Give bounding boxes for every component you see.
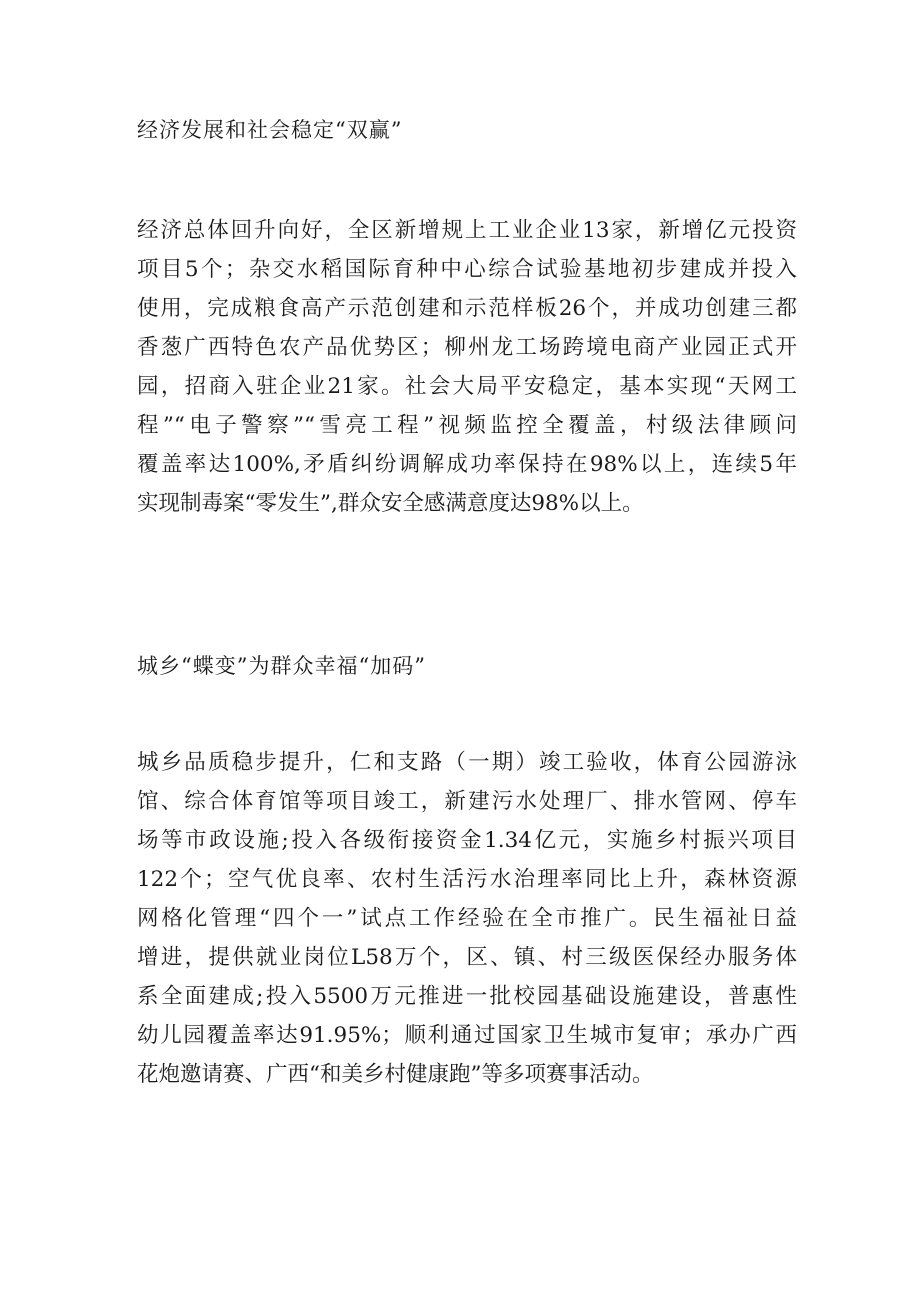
paragraph-line: 系全面建成;投入5500万元推进一批校园基础设施建设，普惠性 (137, 984, 797, 1009)
paragraph-line: 幼儿园覆盖率达91.95%；顺利通过国家卫生城市复审；承办广西 (137, 1023, 797, 1048)
paragraph-line: 122个；空气优良率、农村生活污水治理率同比上升，森林资源 (137, 867, 797, 892)
paragraph-line: 园，招商入驻企业21家。社会大局平安稳定，基本实现“天网工 (137, 374, 797, 399)
paragraph-line: 花炮邀请赛、广西“和美乡村健康跑”等多项赛事活动。 (137, 1062, 654, 1087)
section-heading-urban-rural: 城乡“蝶变”为群众幸福“加码” (137, 654, 426, 678)
paragraph-line: 经济总体回升向好，全区新增规上工业企业13家，新增亿元投资 (137, 218, 797, 243)
paragraph-line: 网格化管理“四个一”试点工作经验在全市推广。民生福祉日益 (137, 906, 797, 931)
paragraph-line: 馆、综合体育馆等项目竣工，新建污水处理厂、排水管网、停车 (137, 789, 797, 814)
paragraph-line: 覆盖率达100%,矛盾纠纷调解成功率保持在98%以上，连续5年 (137, 452, 797, 477)
paragraph-line: 实现制毒案“零发生”,群众安全感满意度达98%以上。 (137, 491, 644, 516)
paragraph-economy (137, 211, 797, 523)
paragraph-line: 城乡品质稳步提升，仁和支路（一期）竣工验收，体育公园游泳 (137, 750, 797, 775)
paragraph-line: 程”“电子警察”“雪亮工程”视频监控全覆盖，村级法律顾问 (137, 413, 797, 438)
paragraph-line: 增进，提供就业岗位L58万个，区、镇、村三级医保经办服务体 (137, 945, 797, 970)
paragraph-urban-rural (137, 743, 797, 1094)
paragraph-line: 使用，完成粮食高产示范创建和示范样板26个，并成功创建三都 (137, 296, 797, 321)
paragraph-line: 香葱广西特色农产品优势区；柳州龙工场跨境电商产业园正式开 (137, 335, 797, 360)
section-heading-economy: 经济发展和社会稳定“双赢” (137, 118, 403, 142)
paragraph-line: 场等市政设施;投入各级衔接资金1.34亿元，实施乡村振兴项目 (137, 828, 797, 853)
paragraph-line: 项目5个；杂交水稻国际育种中心综合试验基地初步建成并投入 (137, 257, 797, 282)
